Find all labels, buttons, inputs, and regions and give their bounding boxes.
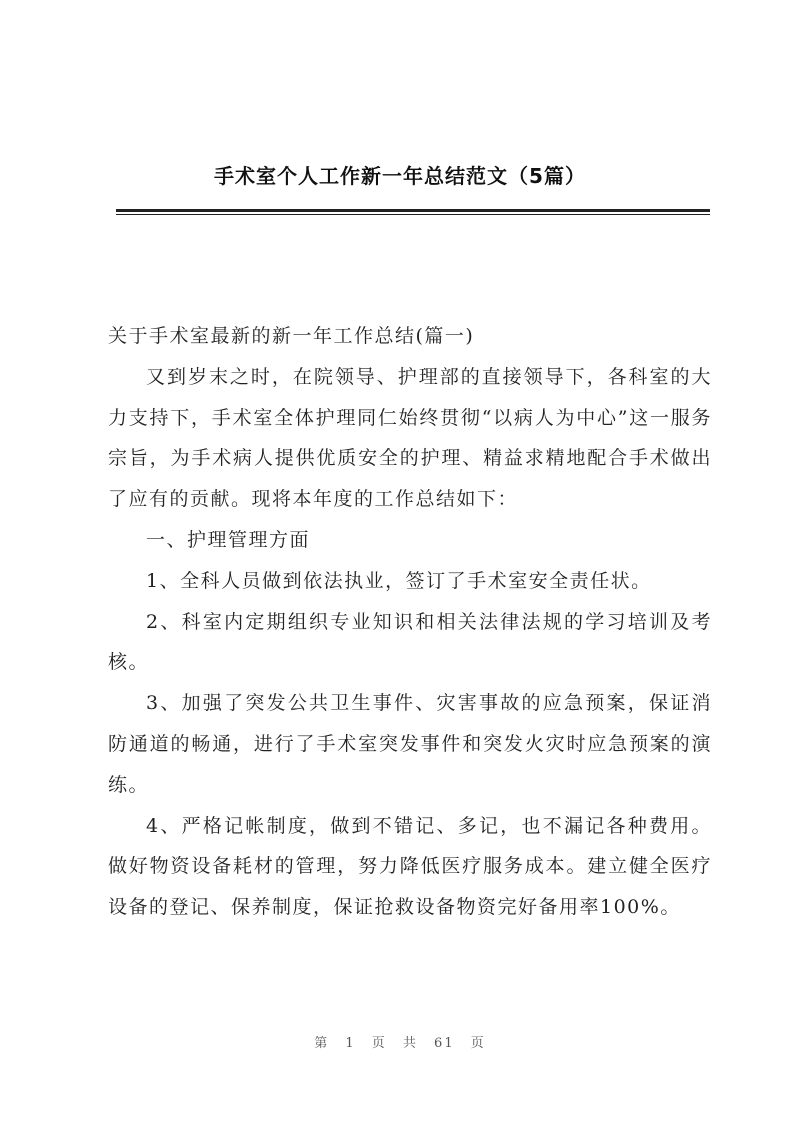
paragraph-item-4: 4、严格记帐制度，做到不错记、多记，也不漏记各种费用。做好物资设备耗材的管理，努力降低医疗服务成本。建立健全医疗设备的登记、保养制度，保证抢救设备物资完好备用率100%。 <box>108 814 712 919</box>
document-title: 手术室个人工作新一年总结范文（5篇） <box>214 164 586 188</box>
paragraph-subheading: 一、护理管理方面 <box>146 528 311 551</box>
document-body <box>108 316 712 928</box>
title-divider-thick <box>116 209 710 212</box>
paragraph-item-1: 1、全科人员做到依法执业，签订了手术室安全责任状。 <box>146 569 652 592</box>
title-divider-thin <box>116 214 710 215</box>
paragraph-intro: 又到岁末之时，在院领导、护理部的直接领导下，各科室的大力支持下，手术室全体护理同仁始终贯彻“以病人为中心”这一服务宗旨，为手术病人提供优质安全的护理、精益求精地配合手术做出了应有的贡献。现将本年度的工作总结如下： <box>108 365 712 511</box>
section-heading: 关于手术室最新的新一年工作总结(篇一) <box>108 325 475 347</box>
paragraph-item-2: 2、科室内定期组织专业知识和相关法律法规的学习培训及考核。 <box>108 610 712 674</box>
paragraph-item-3: 3、加强了突发公共卫生事件、灾害事故的应急预案，保证消防通道的畅通，进行了手术室突发事件和突发火灾时应急预案的演练。 <box>108 692 712 796</box>
page-footer: 第 1 页 共 61 页 <box>314 1036 486 1051</box>
